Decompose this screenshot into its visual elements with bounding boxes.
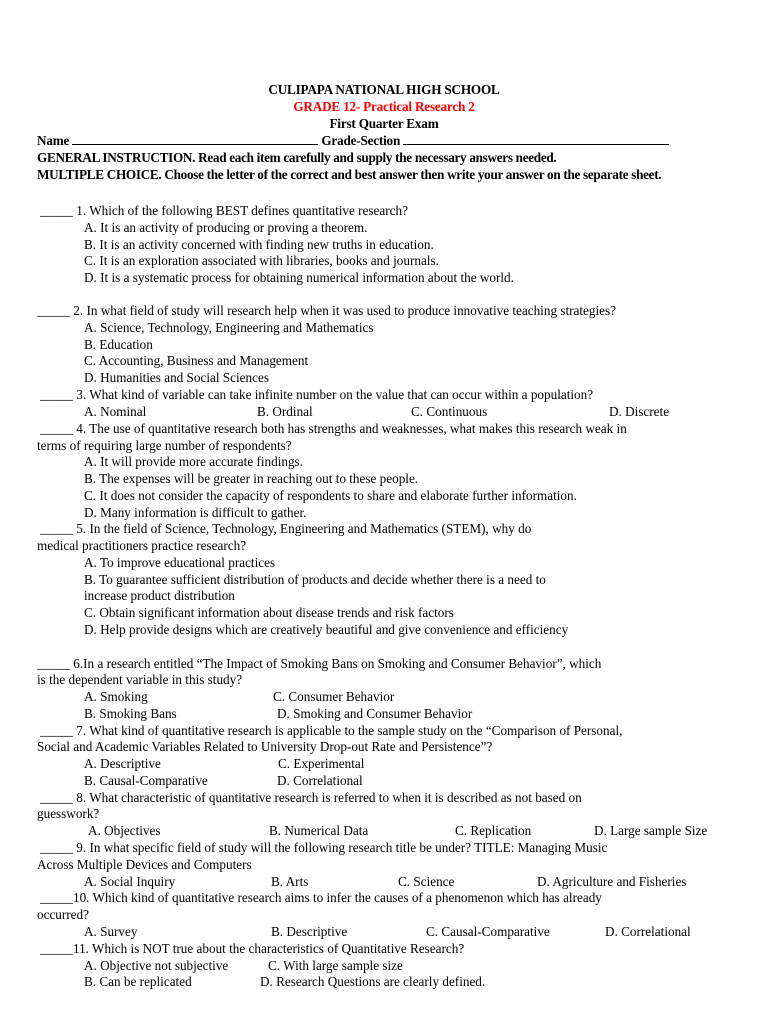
question-line: D. Research Questions are clearly defined. (260, 974, 486, 989)
question-text: _____ 4. The use of quantitative research both has strengths and weaknesses, what makes this research weak in (40, 421, 627, 436)
question-line: A. Nominal (84, 404, 147, 419)
question-line: C. Replication (455, 823, 532, 838)
question-line: B. Education (84, 337, 153, 352)
question-line: D. Agriculture and Fisheries (537, 874, 687, 889)
question-line: C. Experimental (278, 756, 365, 771)
question-line: D. Discrete (609, 404, 670, 419)
question-line: B. It is an activity concerned with finding new truths in education. (84, 237, 434, 252)
question-line: C. With large sample size (268, 958, 403, 973)
question-line: B. To guarantee sufficient distribution of products and decide whether there is a need to (84, 572, 546, 587)
question-text: _____10. Which kind of quantitative research aims to infer the causes of a phenomenon which has already (40, 890, 602, 905)
question-line: C. Science (398, 874, 455, 889)
question-line: D. It is a systematic process for obtaining numerical information about the world. (84, 270, 514, 285)
question-line: D. Correlational (277, 773, 363, 788)
question-text: _____ 9. In what specific field of study will the following research title be under? TITLE: Managing Music (40, 840, 608, 855)
question-line: B. Smoking Bans (84, 706, 177, 721)
question-line: A. It will provide more accurate findings. (84, 454, 303, 469)
question-text: _____ 3. What kind of variable can take infinite number on the value that can occur within a population? (40, 387, 594, 402)
question-line: B. Descriptive (271, 924, 348, 939)
question-line: A. Science, Technology, Engineering and Mathematics (84, 320, 374, 335)
question-line: terms of requiring large number of respondents? (37, 438, 292, 453)
question-line: D. Smoking and Consumer Behavior (277, 706, 473, 721)
question-line: B. Can be replicated (84, 974, 192, 989)
question-line: D. Correlational (605, 924, 691, 939)
student-info-line (37, 132, 669, 149)
question-line: A. Survey (84, 924, 138, 939)
question-line: guesswork? (37, 806, 100, 821)
question-text: _____ 1. Which of the following BEST defines quantitative research? (40, 203, 408, 218)
question-line: Across Multiple Devices and Computers (37, 857, 252, 872)
question-line: A. Descriptive (84, 756, 161, 771)
question-line: A. Objective not subjective (84, 958, 229, 973)
multiple-choice-instruction: MULTIPLE CHOICE. Choose the letter of the correct and best answer then write your answer on the separate sheet. (37, 167, 662, 182)
question-line: C. It is an exploration associated with libraries, books and journals. (84, 253, 439, 268)
question-line: C. Consumer Behavior (273, 689, 395, 704)
name-label: Name (37, 133, 70, 148)
question-line: B. Arts (271, 874, 309, 889)
question-line: Social and Academic Variables Related to University Drop-out Rate and Persistence”? (37, 739, 493, 754)
question-line: C. Causal-Comparative (426, 924, 550, 939)
question-text: _____ 6.In a research entitled “The Impact of Smoking Bans on Smoking and Consumer Behavior”, which (37, 656, 602, 671)
question-line: B. Numerical Data (269, 823, 369, 838)
exam-header (0, 81, 768, 132)
question-line: B. The expenses will be greater in reaching out to these people. (84, 471, 419, 486)
question-text: _____ 5. In the field of Science, Technology, Engineering and Mathematics (STEM), why do (40, 521, 532, 536)
question-text: _____ 2. In what field of study will research help when it was used to produce innovative teaching strategies? (37, 303, 616, 318)
question-line: D. Many information is difficult to gather. (84, 505, 307, 520)
question-text: _____11. Which is NOT true about the characteristics of Quantitative Research? (40, 941, 465, 956)
question-line: B. Ordinal (257, 404, 313, 419)
question-line: C. Obtain significant information about disease trends and risk factors (84, 605, 454, 620)
question-line: A. Social Inquiry (84, 874, 176, 889)
question-line: A. Smoking (84, 689, 148, 704)
question-line: occurred? (37, 907, 89, 922)
question-line: C. Accounting, Business and Management (84, 353, 309, 368)
question-line: increase product distribution (84, 588, 235, 603)
question-line: A. It is an activity of producing or proving a theorem. (84, 220, 368, 235)
question-line: D. Humanities and Social Sciences (84, 370, 269, 385)
question-line: medical practitioners practice research? (37, 538, 247, 553)
question-line: B. Causal-Comparative (84, 773, 208, 788)
question-line: C. Continuous (411, 404, 488, 419)
name-blank (72, 133, 318, 145)
school-name: CULIPAPA NATIONAL HIGH SCHOOL (268, 82, 500, 97)
exam-title: First Quarter Exam (329, 116, 439, 131)
question-line: A. Objectives (88, 823, 161, 838)
general-instruction: GENERAL INSTRUCTION. Read each item carefully and supply the necessary answers needed. (37, 150, 557, 165)
question-line: A. To improve educational practices (84, 555, 276, 570)
question-line: C. It does not consider the capacity of respondents to share and elaborate further information. (84, 488, 577, 503)
question-text: _____ 8. What characteristic of quantitative research is referred to when it is described as not based on (40, 790, 582, 805)
question-text: _____ 7. What kind of quantitative research is applicable to the sample study on the “Comparison of Personal, (40, 723, 623, 738)
subject-title: GRADE 12- Practical Research 2 (293, 99, 475, 114)
question-line: D. Help provide designs which are creatively beautiful and give convenience and efficiency (84, 622, 569, 637)
question-line: is the dependent variable in this study? (37, 672, 243, 687)
question-line: D. Large sample Size (594, 823, 708, 838)
grade-section-blank (403, 133, 669, 145)
grade-section-label: Grade-Section (321, 133, 401, 148)
